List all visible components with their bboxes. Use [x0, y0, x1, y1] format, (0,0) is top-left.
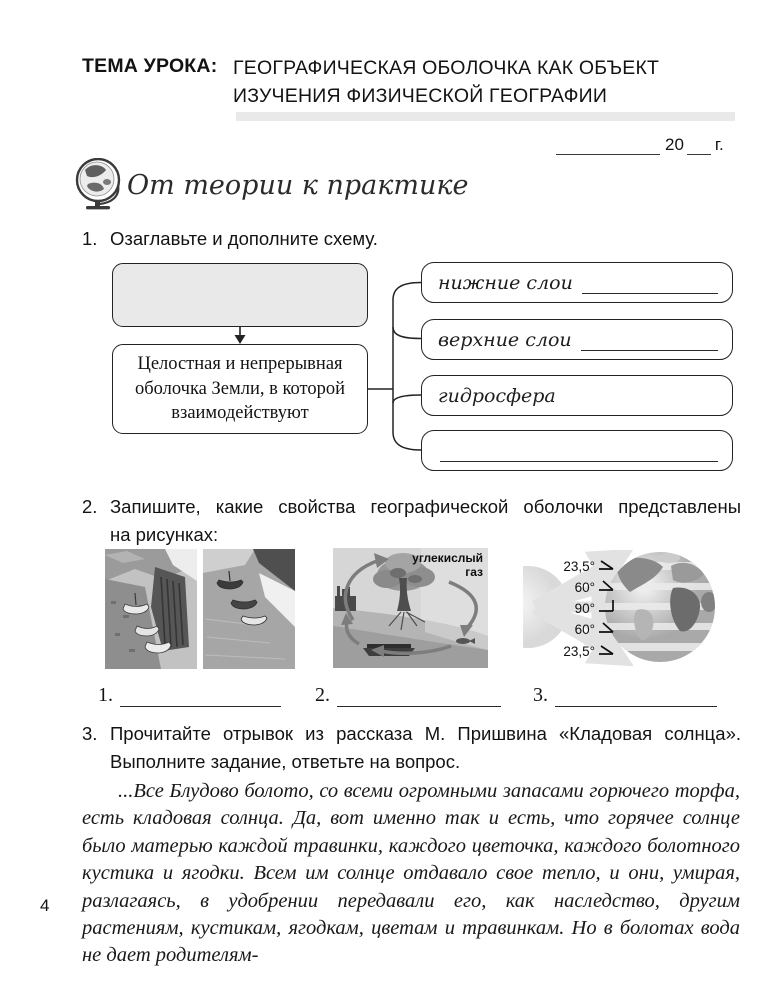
date-year-prefix: 20 — [665, 135, 684, 154]
angle-label-3: 90° — [574, 601, 595, 616]
task2-instruction-line1: Запишите, какие свойства географической оболочки представлены — [110, 496, 741, 517]
answer-1-number: 1. — [98, 684, 113, 706]
date-year-blank[interactable] — [687, 136, 711, 155]
section-heading: От теории к практике — [127, 170, 469, 201]
answer-3-blank[interactable] — [555, 701, 717, 707]
branch-1-blank[interactable] — [582, 289, 718, 294]
angle-label-2: 60° — [574, 580, 595, 595]
diagram-branch-2[interactable] — [421, 319, 733, 360]
carbon-cycle-label-line2: газ — [465, 565, 483, 579]
scheme-diagram — [0, 255, 768, 489]
task2-number: 2. — [82, 496, 98, 517]
diagram-source-box: Целостная и непрерывная оболочка Земли, в которой взаимодействуют — [112, 344, 368, 434]
page-number: 4 — [40, 896, 50, 915]
branch-3-label: гидросфера — [438, 385, 556, 407]
angle-label-5: 23,5° — [563, 644, 595, 659]
angle-label-4: 60° — [574, 622, 595, 637]
desk-globe-icon — [73, 158, 123, 212]
carbon-cycle-label-line1: углекислый — [412, 551, 483, 565]
figure-carbon-cycle — [333, 548, 488, 673]
answer-3-number: 3. — [533, 684, 548, 706]
lesson-title — [233, 55, 743, 110]
angle-label-1: 23,5° — [563, 559, 595, 574]
title-underline-bar — [236, 112, 735, 121]
date-blank[interactable] — [556, 136, 660, 155]
answer-1-blank[interactable] — [120, 701, 281, 707]
diagram-branch-3 — [421, 375, 733, 416]
answer-2-number: 2. — [315, 684, 330, 706]
branch-4-blank[interactable] — [440, 457, 718, 462]
figure-sun-angles — [523, 550, 718, 672]
lesson-title-line2: ИЗУЧЕНИЯ ФИЗИЧЕСКОЙ ГЕОГРАФИИ — [233, 84, 608, 107]
answer-2-blank[interactable] — [337, 701, 501, 707]
branch-2-blank[interactable] — [581, 346, 718, 351]
reading-passage: ...Все Блудово болото, со всеми огромными запасами горючего торфа, есть кладовая солнца. Да, вот именно так и есть, что горячее солнце было матерью каждой травинки, каждого цветочка, каждого болотного кустика и ягодки. Всем им солнце отдавало свое тепло, и они, умирая, разлагаясь, в удобрении передавали его, как наследство, другим растениям, кустикам, ягодкам, цветам и травинкам. Но в болотах вода не дает родителям- — [82, 780, 740, 967]
task3-number: 3. — [82, 723, 98, 744]
date-suffix: г. — [714, 135, 724, 154]
task1-number: 1. — [82, 228, 98, 249]
task3-instruction-line1: Прочитайте отрывок из рассказа М. Пришвина «Кладовая солнца». — [110, 723, 741, 744]
branch-1-label: нижние слои — [438, 272, 573, 294]
diagram-branch-1[interactable] — [421, 262, 733, 303]
answer-row-1 — [98, 684, 281, 707]
task1-instruction: Озаглавьте и дополните схему. — [110, 228, 378, 249]
answer-row-3 — [533, 684, 717, 707]
figure-tides-photos — [105, 549, 295, 674]
answer-row-2 — [315, 684, 501, 707]
diagram-title-box[interactable] — [112, 263, 368, 327]
diagram-branch-4[interactable] — [421, 430, 733, 471]
task3-instruction-line2: Выполните задание, ответьте на вопрос. — [110, 751, 461, 772]
lesson-topic-label: ТЕМА УРОКА: — [82, 55, 218, 77]
date-line — [556, 133, 736, 155]
task2-instruction-line2: на рисунках: — [110, 524, 219, 545]
lesson-title-line1: ГЕОГРАФИЧЕСКАЯ ОБОЛОЧКА КАК ОБЪЕКТ — [233, 57, 660, 79]
branch-2-label: верхние слои — [438, 329, 572, 351]
